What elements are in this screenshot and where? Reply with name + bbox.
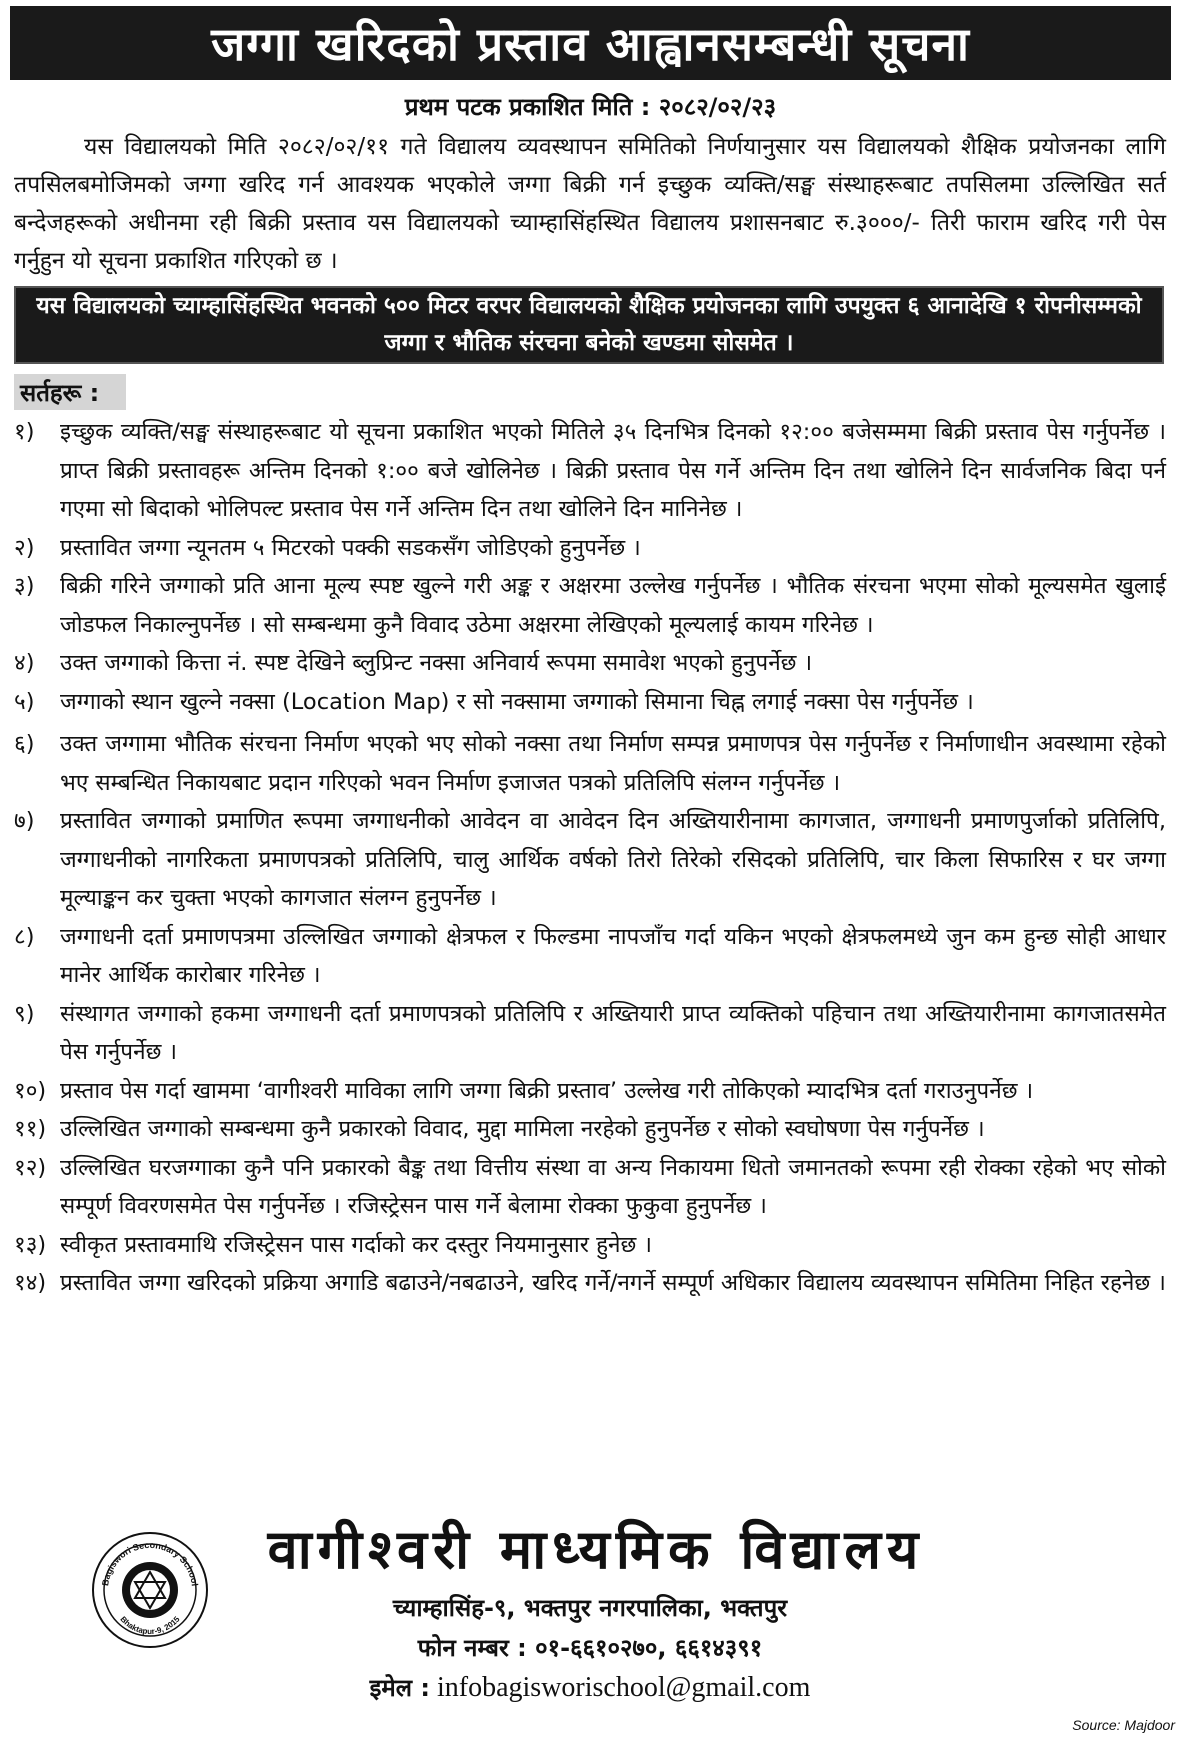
condition-item: ४) उक्त जग्गाको कित्ता नं. स्पष्ट देखिने ब्लुप्रिन्ट नक्सा अनिवार्य रूपमा समावेश भएको हुनुपर्नेछ । (14, 650, 813, 676)
source-credit: Source: Majdoor (1072, 1717, 1175, 1733)
school-address: च्याम्हासिंह-९, भक्तपुर नगरपालिका, भक्तपुर (392, 1594, 788, 1622)
school-seal-logo (90, 1530, 210, 1650)
condition-item: ६) उक्त जग्गामा भौतिक संरचना निर्माण भएको भए सोको नक्सा तथा निर्माण सम्पन्न प्रमाणपत्र पेस गर्नुपर्नेछ र निर्माणाधीन अवस्थामा रहेको भए सम्बन्धित निकायबाट प्रदान गरिएको भवन निर्माण इजाजत पत्रको प्रतिलिपि संलग्न गर्नुपर्नेछ । (14, 731, 1166, 796)
condition-item: १) इच्छुक व्यक्ति/सङ्घ संस्थाहरूबाट यो सूचना प्रकाशित भएको मितिले ३५ दिनभित्र दिनको १२:०० बजेसम्ममा बिक्री प्रस्ताव पेस गर्नुपर्नेछ । प्राप्त बिक्री प्रस्तावहरू अन्तिम दिनको १:०० बजे खोलिनेछ । बिक्री प्रस्ताव पेस गर्ने अन्तिम दिन तथा खोलिने दिन सार्वजनिक बिदा पर्न गएमा सो बिदाको भोलिपल्ट प्रस्ताव पेस गर्ने अन्तिम दिन तथा खोलिने दिन मानिनेछ । (14, 419, 1166, 522)
phone-label: फोन नम्बर : (417, 1634, 527, 1662)
condition-item: १४) प्रस्तावित जग्गा खरिदको प्रक्रिया अगाडि बढाउने/नबढाउने, खरिद गर्ने/नगर्ने सम्पूर्ण अधिकार विद्यालय व्यवस्थापन समितिमा निहित रहनेछ । (14, 1270, 1166, 1296)
conditions-list (14, 413, 1166, 1303)
svg-text:Bhaktapur-9, 2015: Bhaktapur-9, 2015 (118, 1614, 182, 1637)
school-name: वागीश्वरी माध्यमिक विद्यालय (267, 1518, 925, 1581)
phone-numbers: ०१-६६१०२७०, ६६१४३९१ (535, 1634, 763, 1662)
publication-date-label: प्रथम पटक प्रकाशित मिति : (404, 93, 651, 121)
land-requirement-box: यस विद्यालयको च्याम्हासिंहस्थित भवनको ५०० मिटर वरपर विद्यालयको शैक्षिक प्रयोजनका लागि उपयुक्त ६ आनादेखि १ रोपनीसम्मको जग्गा र भौतिक संरचना बनेको खण्डमा सोसमेत । (14, 286, 1164, 364)
condition-item: १०) प्रस्ताव पेस गर्दा खाममा ‘वागीश्वरी माविका लागि जग्गा बिक्री प्रस्ताव’ उल्लेख गरी तोकिएको म्यादभित्र दर्ता गराउनुपर्नेछ । (14, 1077, 1034, 1104)
email-label: इमेल : (369, 1674, 430, 1702)
condition-item: ७) प्रस्तावित जग्गाको प्रमाणित रूपमा जग्गाधनीको आवेदन वा आवेदन दिन अख्तियारीनामा कागजात, जग्गाधनी प्रमाणपुर्जाको प्रतिलिपि, जग्गाधनीको नागरिकता प्रमाणपत्रको प्रतिलिपि, चालु आर्थिक वर्षको तिरो तिरेको रसिदको प्रतिलिपि, चार किला सिफारिस र घर जग्गा मूल्याङ्कन कर चुक्ता भएको कागजात संलग्न हुनुपर्नेछ । (14, 808, 1166, 911)
condition-item: ११) उल्लिखित जग्गाको सम्बन्धमा कुनै प्रकारको विवाद, मुद्दा मामिला नरहेको हुनुपर्नेछ र सोको स्वघोषणा पेस गर्नुपर्नेछ । (14, 1116, 985, 1142)
condition-item: १२) उल्लिखित घरजग्गाका कुनै पनि प्रकारको बैङ्क तथा वित्तीय संस्था वा अन्य निकायमा धितो जमानतको रूपमा रही रोक्का रहेको भए सोको सम्पूर्ण विवरणसमेत पेस गर्नुपर्नेछ । रजिस्ट्रेसन पास गर्ने बेलामा रोक्का फुकुवा हुनुपर्नेछ । (14, 1154, 1166, 1219)
svg-text:Bagiswori Secondary School: Bagiswori Secondary School (100, 1539, 200, 1587)
condition-item: ३) बिक्री गरिने जग्गाको प्रति आना मूल्य स्पष्ट खुल्ने गरी अङ्क र अक्षरमा उल्लेख गर्नुपर्नेछ । भौतिक संरचना भएमा सोको मूल्यसमेत खुलाई जोडफल निकाल्नुपर्नेछ । सो सम्बन्धमा कुनै विवाद उठेमा अक्षरमा लेखिएको मूल्यलाई कायम गरिनेछ । (14, 573, 1166, 638)
condition-item: ९) संस्थागत जग्गाको हकमा जग्गाधनी दर्ता प्रमाणपत्रको प्रतिलिपि र अख्तियारी प्राप्त व्यक्तिको पहिचान तथा अख्तियारीनामा कागजातसमेत पेस गर्नुपर्नेछ । (14, 1000, 1166, 1065)
condition-item: १३) स्वीकृत प्रस्तावमाथि रजिस्ट्रेसन पास गर्दाको कर दस्तुर नियमानुसार हुनेछ । (14, 1231, 652, 1258)
conditions-heading: सर्तहरू : (14, 374, 126, 410)
condition-item: ५) जग्गाको स्थान खुल्ने नक्सा (Location Map) र सो नक्सामा जग्गाको सिमाना चिह्न लगाई नक्सा पेस गर्नुपर्नेछ । (14, 688, 974, 715)
condition-item: २) प्रस्तावित जग्गा न्यूनतम ५ मिटरको पक्की सडकसँग जोडिएको हुनुपर्नेछ । (14, 534, 641, 561)
intro-paragraph: यस विद्यालयको मिति २०८२/०२/११ गते विद्यालय व्यवस्थापन समितिको निर्णयानुसार यस विद्यालयको शैक्षिक प्रयोजनका लागि तपसिलबमोजिमको जग्गा खरिद गर्न आवश्यक भएकोले जग्गा बिक्री गर्न इच्छुक व्यक्ति/सङ्घ संस्थाहरूबाट तपसिलमा उल्लिखित सर्त बन्देजहरूको अधीनमा रही बिक्री प्रस्ताव यस विद्यालयको च्याम्हासिंहस्थित विद्यालय प्रशासनबाट रु.३०००/- तिरी फाराम खरिद गरी पेस गर्नुहुन यो सूचना प्रकाशित गरिएको छ । (14, 134, 1166, 274)
publication-date: २०८२/०२/२३ (658, 93, 777, 121)
notice-title: जग्गा खरिदको प्रस्ताव आह्वानसम्बन्धी सूचना (10, 6, 1171, 80)
phone-row (310, 1628, 870, 1668)
school-contact-block (310, 1588, 870, 1708)
email-address[interactable]: infobagisworischool@gmail.com (436, 1672, 811, 1703)
condition-item: ८) जग्गाधनी दर्ता प्रमाणपत्रमा उल्लिखित जग्गाको क्षेत्रफल र फिल्डमा नापजाँच गर्दा यकिन भएको क्षेत्रफलमध्ये जुन कम हुन्छ सोही आधार मानेर आर्थिक कारोबार गरिनेछ । (14, 923, 1166, 988)
email-row (310, 1668, 870, 1708)
publication-date-line (0, 90, 1181, 123)
